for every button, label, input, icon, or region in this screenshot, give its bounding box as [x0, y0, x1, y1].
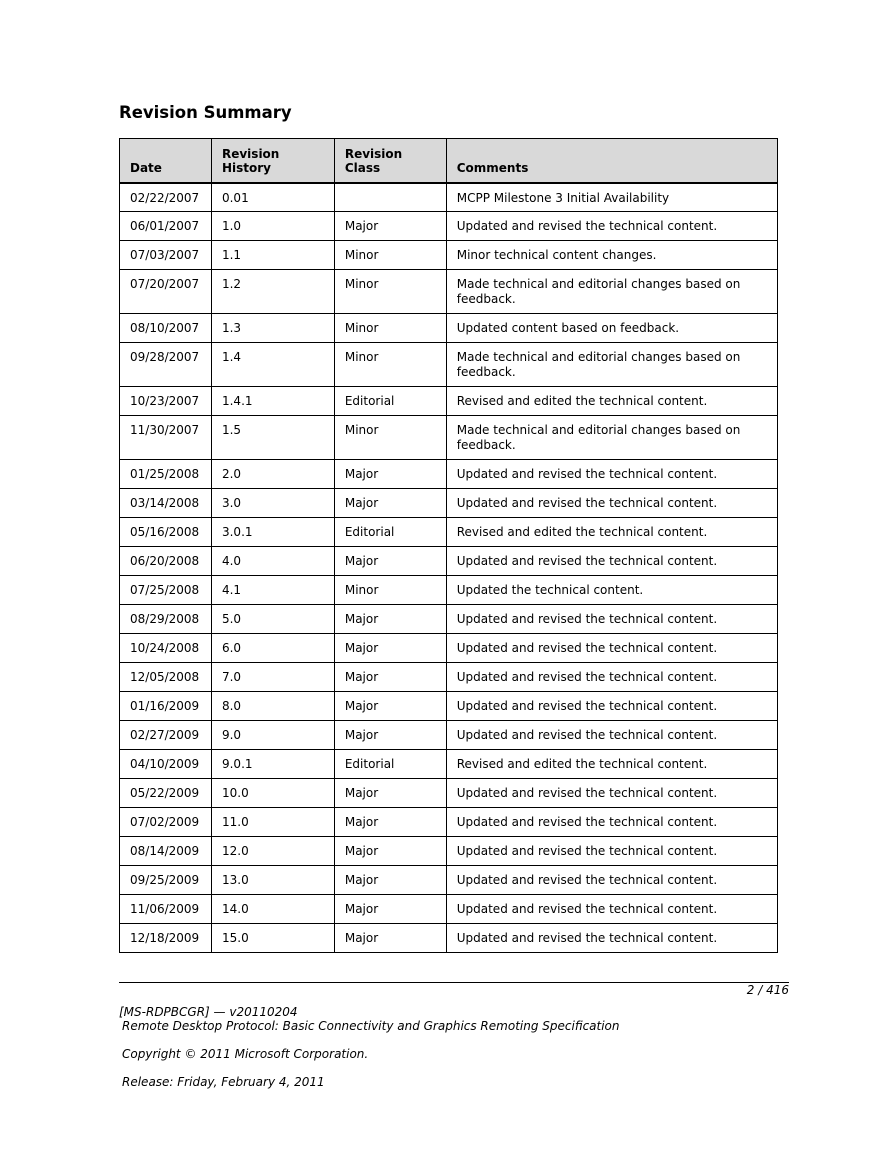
cell-revision-history: 1.0 — [211, 212, 334, 241]
cell-revision-history: 3.0.1 — [211, 518, 334, 547]
cell-comments: Made technical and editorial changes based on feedback. — [446, 270, 777, 314]
cell-revision-history: 1.3 — [211, 314, 334, 343]
table-row — [120, 547, 778, 576]
cell-date: 12/05/2008 — [120, 663, 212, 692]
cell-revision-history: 3.0 — [211, 489, 334, 518]
cell-date: 03/14/2008 — [120, 489, 212, 518]
cell-date: 07/02/2009 — [120, 808, 212, 837]
table-row — [120, 241, 778, 270]
table-row — [120, 750, 778, 779]
cell-date: 02/27/2009 — [120, 721, 212, 750]
cell-revision-class: Editorial — [334, 387, 446, 416]
cell-date: 09/25/2009 — [120, 866, 212, 895]
table-row — [120, 518, 778, 547]
table-row — [120, 576, 778, 605]
table-row — [120, 270, 778, 314]
cell-revision-history: 4.0 — [211, 547, 334, 576]
table-row — [120, 460, 778, 489]
cell-revision-history: 12.0 — [211, 837, 334, 866]
cell-date: 10/24/2008 — [120, 634, 212, 663]
header-revision-class: Revision Class — [334, 139, 446, 183]
cell-comments: Made technical and editorial changes based on feedback. — [446, 343, 777, 387]
cell-date: 11/30/2007 — [120, 416, 212, 460]
cell-comments: Updated and revised the technical content. — [446, 663, 777, 692]
cell-revision-history: 8.0 — [211, 692, 334, 721]
revision-summary-table — [119, 138, 778, 953]
table-row — [120, 634, 778, 663]
footer-divider — [119, 982, 789, 983]
cell-revision-history: 1.4.1 — [211, 387, 334, 416]
cell-revision-class: Major — [334, 895, 446, 924]
cell-date: 11/06/2009 — [120, 895, 212, 924]
cell-comments: Revised and edited the technical content. — [446, 387, 777, 416]
cell-revision-history: 1.2 — [211, 270, 334, 314]
cell-comments: Made technical and editorial changes based on feedback. — [446, 416, 777, 460]
table-row — [120, 924, 778, 953]
cell-comments: Updated and revised the technical content. — [446, 212, 777, 241]
cell-revision-class: Editorial — [334, 518, 446, 547]
cell-revision-class: Major — [334, 808, 446, 837]
cell-revision-class: Minor — [334, 576, 446, 605]
cell-revision-class: Major — [334, 489, 446, 518]
cell-revision-class: Major — [334, 605, 446, 634]
table-row — [120, 387, 778, 416]
cell-date: 07/25/2008 — [120, 576, 212, 605]
cell-comments: Updated and revised the technical content. — [446, 721, 777, 750]
cell-revision-history: 7.0 — [211, 663, 334, 692]
cell-revision-history: 1.4 — [211, 343, 334, 387]
cell-date: 01/16/2009 — [120, 692, 212, 721]
cell-revision-class: Major — [334, 866, 446, 895]
cell-comments: Updated and revised the technical content. — [446, 489, 777, 518]
header-comments: Comments — [446, 139, 777, 183]
cell-date: 08/14/2009 — [120, 837, 212, 866]
cell-revision-class: Major — [334, 663, 446, 692]
table-row — [120, 721, 778, 750]
cell-revision-class — [334, 183, 446, 212]
footer-release: Release: Friday, February 4, 2011 — [122, 1075, 325, 1089]
table-row — [120, 212, 778, 241]
cell-date: 12/18/2009 — [120, 924, 212, 953]
cell-date: 07/20/2007 — [120, 270, 212, 314]
cell-revision-class: Major — [334, 924, 446, 953]
table-row — [120, 866, 778, 895]
cell-revision-class: Minor — [334, 241, 446, 270]
section-heading: Revision Summary — [119, 103, 292, 122]
cell-revision-class: Minor — [334, 343, 446, 387]
table-row — [120, 183, 778, 212]
table-row — [120, 895, 778, 924]
cell-comments: Updated and revised the technical content. — [446, 779, 777, 808]
cell-comments: Updated and revised the technical content. — [446, 837, 777, 866]
cell-revision-history: 1.5 — [211, 416, 334, 460]
cell-comments: Minor technical content changes. — [446, 241, 777, 270]
table-row — [120, 837, 778, 866]
cell-date: 05/16/2008 — [120, 518, 212, 547]
table-row — [120, 808, 778, 837]
cell-comments: Updated and revised the technical content. — [446, 605, 777, 634]
cell-comments: Revised and edited the technical content. — [446, 518, 777, 547]
table-row — [120, 692, 778, 721]
cell-revision-class: Major — [334, 779, 446, 808]
cell-date: 10/23/2007 — [120, 387, 212, 416]
cell-comments: Revised and edited the technical content. — [446, 750, 777, 779]
cell-comments: Updated and revised the technical content. — [446, 692, 777, 721]
cell-date: 06/01/2007 — [120, 212, 212, 241]
cell-date: 06/20/2008 — [120, 547, 212, 576]
cell-date: 01/25/2008 — [120, 460, 212, 489]
cell-date: 08/10/2007 — [120, 314, 212, 343]
table-row — [120, 779, 778, 808]
header-revision-history: Revision History — [211, 139, 334, 183]
cell-revision-history: 4.1 — [211, 576, 334, 605]
cell-comments: Updated content based on feedback. — [446, 314, 777, 343]
table-row — [120, 314, 778, 343]
table-row — [120, 343, 778, 387]
table-row — [120, 605, 778, 634]
footer-doc-id: [MS-RDPBCGR] — v20110204 — [119, 1005, 298, 1019]
table-body — [120, 183, 778, 953]
cell-revision-class: Major — [334, 212, 446, 241]
cell-date: 08/29/2008 — [120, 605, 212, 634]
cell-revision-history: 14.0 — [211, 895, 334, 924]
cell-revision-history: 5.0 — [211, 605, 334, 634]
cell-revision-history: 15.0 — [211, 924, 334, 953]
cell-date: 04/10/2009 — [120, 750, 212, 779]
cell-revision-history: 2.0 — [211, 460, 334, 489]
cell-revision-history: 1.1 — [211, 241, 334, 270]
cell-comments: Updated and revised the technical content. — [446, 924, 777, 953]
page-number: 2 / 416 — [746, 983, 789, 997]
cell-revision-class: Major — [334, 692, 446, 721]
cell-revision-history: 10.0 — [211, 779, 334, 808]
page-footer — [119, 1005, 620, 1089]
cell-date: 09/28/2007 — [120, 343, 212, 387]
table-row — [120, 416, 778, 460]
table-row — [120, 489, 778, 518]
cell-revision-history: 11.0 — [211, 808, 334, 837]
footer-copyright: Copyright © 2011 Microsoft Corporation. — [122, 1047, 369, 1061]
cell-revision-class: Minor — [334, 314, 446, 343]
cell-revision-class: Major — [334, 460, 446, 489]
cell-revision-class: Major — [334, 721, 446, 750]
cell-comments: Updated and revised the technical content. — [446, 634, 777, 663]
cell-revision-class: Major — [334, 837, 446, 866]
cell-revision-history: 0.01 — [211, 183, 334, 212]
cell-revision-class: Minor — [334, 416, 446, 460]
cell-revision-history: 6.0 — [211, 634, 334, 663]
cell-comments: Updated and revised the technical content. — [446, 808, 777, 837]
cell-comments: MCPP Milestone 3 Initial Availability — [446, 183, 777, 212]
header-date: Date — [120, 139, 212, 183]
cell-comments: Updated the technical content. — [446, 576, 777, 605]
cell-revision-class: Minor — [334, 270, 446, 314]
cell-revision-history: 9.0 — [211, 721, 334, 750]
cell-date: 07/03/2007 — [120, 241, 212, 270]
cell-comments: Updated and revised the technical content. — [446, 895, 777, 924]
cell-comments: Updated and revised the technical content. — [446, 460, 777, 489]
cell-revision-class: Major — [334, 547, 446, 576]
cell-comments: Updated and revised the technical content. — [446, 547, 777, 576]
cell-date: 02/22/2007 — [120, 183, 212, 212]
cell-revision-history: 9.0.1 — [211, 750, 334, 779]
cell-date: 05/22/2009 — [120, 779, 212, 808]
table-header-row — [120, 139, 778, 183]
cell-revision-class: Editorial — [334, 750, 446, 779]
table-row — [120, 663, 778, 692]
cell-comments: Updated and revised the technical content. — [446, 866, 777, 895]
footer-doc-title: Remote Desktop Protocol: Basic Connectivity and Graphics Remoting Specification — [122, 1019, 620, 1033]
cell-revision-class: Major — [334, 634, 446, 663]
cell-revision-history: 13.0 — [211, 866, 334, 895]
